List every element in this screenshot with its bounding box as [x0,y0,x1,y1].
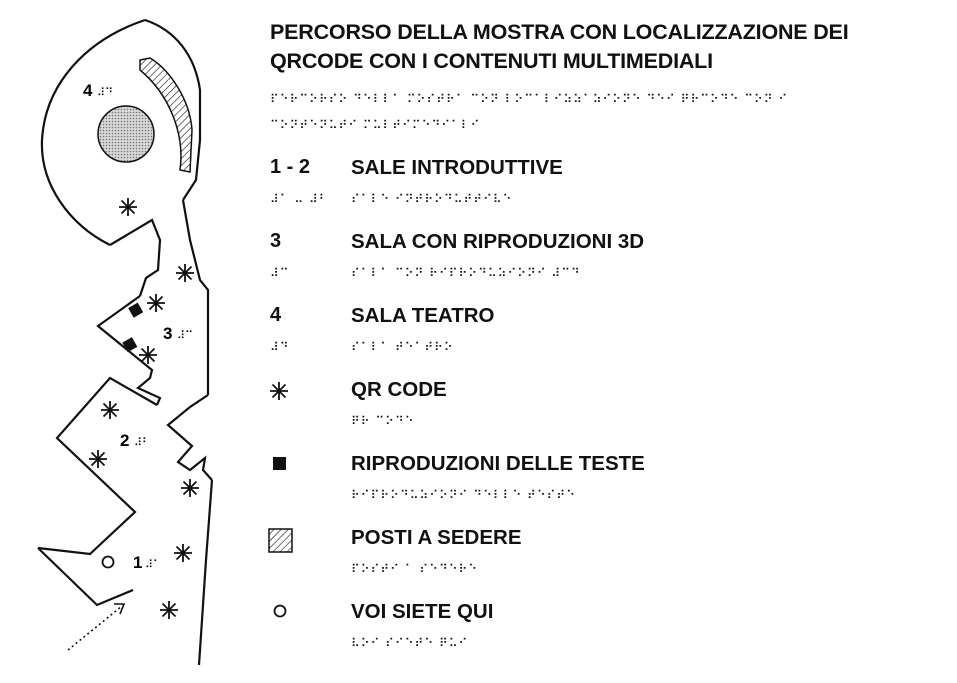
room1-braille: ⠼⠁ [145,558,162,571]
legend-sala4-label: SALA TEATRO [351,304,495,327]
legend-title [270,18,940,76]
legend-head-square-icon [273,457,287,471]
legend-teste-braille: ⠗⠊⠏⠗⠕⠙⠥⠵⠊⠕⠝⠊ ⠙⠑⠇⠇⠑ ⠞⠑⠎⠞⠑ [351,488,576,502]
legend-posti-braille: ⠏⠕⠎⠞⠊ ⠁ ⠎⠑⠙⠑⠗⠑ [351,562,479,576]
legend-sala4-number: 4 [270,304,282,326]
you-are-here-marker [103,557,114,568]
title-line-2: QRCODE CON I CONTENUTI MULTIMEDIALI [270,49,713,73]
head-repro-square-1 [128,303,143,318]
legend-sale-label-braille: ⠎⠁⠇⠑ ⠊⠝⠞⠗⠕⠙⠥⠞⠞⠊⠧⠑ [351,192,513,206]
qr-star-corridor [176,264,194,282]
qr-star-room2-left [89,450,107,468]
room4-braille: ⠼⠙ [97,86,114,99]
qr-star-room3-bottom [139,346,157,364]
room1-number: 1 [133,553,143,572]
legend-qr-braille: ⠟⠗ ⠉⠕⠙⠑ [351,414,415,428]
legend-voi-braille: ⠧⠕⠊ ⠎⠊⠑⠞⠑ ⠟⠥⠊ [351,636,469,650]
legend-sala3-number: 3 [270,230,282,252]
title-braille-2: ⠉⠕⠝⠞⠑⠝⠥⠞⠊ ⠍⠥⠇⠞⠊⠍⠑⠙⠊⠁⠇⠊ [270,118,481,132]
legend-qr-star-icon [268,380,290,402]
legend-sale-label: SALE INTRODUTTIVE [351,156,563,179]
legend-sala3-label-braille: ⠎⠁⠇⠁ ⠉⠕⠝ ⠗⠊⠏⠗⠕⠙⠥⠵⠊⠕⠝⠊ ⠼⠉⠙ [351,266,581,280]
legend-qr-label: QR CODE [351,378,447,401]
qr-star-room1-bottom [160,601,178,619]
legend-sale-num-braille: ⠼⠁ ⠤ ⠼⠃ [270,192,329,206]
theatre-inner-wall [110,220,160,296]
entrance-arrow-line [68,606,122,650]
stage-circle [98,106,154,162]
legend-seating-hatch-icon [268,528,294,554]
corridor-right-wall [183,200,208,395]
qr-star-theatre [119,198,137,216]
room1-wall-left [38,548,133,605]
qr-star-room2-right [181,479,199,497]
legend-you-are-here-icon [272,603,288,619]
legend-sala4-label-braille: ⠎⠁⠇⠁ ⠞⠑⠁⠞⠗⠕ [351,340,454,354]
title-line-1: PERCORSO DELLA MOSTRA CON LOCALIZZAZIONE DEI [270,20,849,44]
head-repro-square-2 [122,337,137,352]
room3-braille: ⠼⠉ [177,329,194,342]
room1-wall-right [199,480,212,665]
seating-area [140,58,192,172]
legend-voi-label: VOI SIETE QUI [351,600,494,623]
qr-star-room1-top [174,544,192,562]
qr-star-room3-top [147,294,165,312]
legend-sala4-num-braille: ⠼⠙ [270,340,290,354]
room2-notch [168,395,212,480]
room4-number: 4 [83,81,93,100]
room2-number: 2 [120,431,130,450]
legend-sala3-num-braille: ⠼⠉ [270,266,290,280]
legend-sale-number: 1 - 2 [270,156,311,178]
legend-sala3-label: SALA CON RIPRODUZIONI 3D [351,230,645,253]
legend-teste-label: RIPRODUZIONI DELLE TESTE [351,452,645,475]
legend-posti-label: POSTI A SEDERE [351,526,522,549]
exhibition-floor-map [0,0,260,683]
room3-number: 3 [163,324,173,343]
qr-star-room2-top [101,401,119,419]
room2-braille: ⠼⠃ [134,436,151,449]
title-braille-1: ⠏⠑⠗⠉⠕⠗⠎⠕ ⠙⠑⠇⠇⠁ ⠍⠕⠎⠞⠗⠁ ⠉⠕⠝ ⠇⠕⠉⠁⠇⠊⠵⠵⠁⠵⠊⠕⠝⠑ ⠙⠑⠊ ⠟⠗⠉⠕⠙⠑ ⠉⠕⠝ ⠊ [270,92,789,106]
